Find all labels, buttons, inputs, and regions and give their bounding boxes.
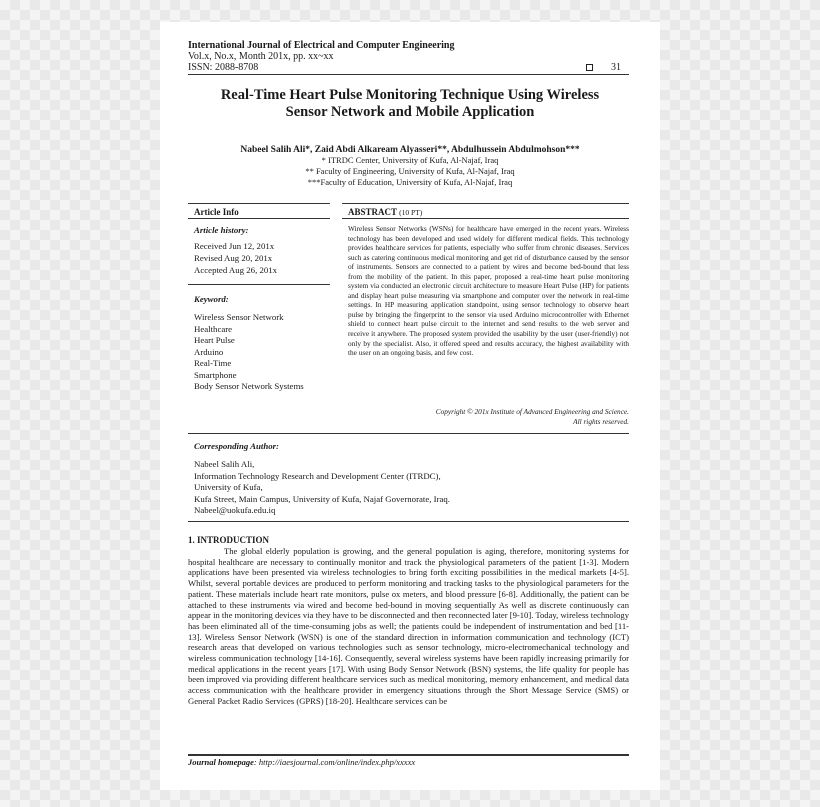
footer-label: Journal homepage [188,757,254,767]
introduction-heading: 1. INTRODUCTION [188,535,270,545]
introduction-body [188,546,629,707]
copyright [348,407,629,426]
journal-name: International Journal of Electrical and Computer Engineering [188,40,455,51]
page-number: 31 [611,62,621,73]
article-info-rule-top [188,203,330,204]
abstract-text: Wireless Sensor Networks (WSNs) for healthcare have emerged in the recent years. Wireless technology has been developed and used widely for different medical fields. This technology provides healthcare services for patients, especially who suffer from chronic diseases. Services such as catering continuous medical monitoring and get rid of disturbance caused by the sensor of instruments. Sensors are connected to a patient by wires and become bed-bound that less from the mobility of the patient. In this paper, proposed a real-time heart pulse monitoring system via conducted an electronic circuit architecture to measure Heart Pulse (HP) for patients and display heart pulse measuring via smartphone and computer over the network in real-time settings. In HP measuring application standpoint, using sensor technology to observe heart pulse by bringing the fingerprint to the sensor via used Arduino microcontroller with Ethernet shield to connect heart pulse circuit to the internet and send results to the web server and receive it anywhere. The proposed system provided the usability by the user (user-friendly) not only by the specialist. Also, it offered speed and results accuracy, the highest availability with the user on an ongoing basis, and few cost. [348,224,629,358]
history-received: Received Jun 12, 201x [194,241,275,251]
corresponding-line: Information Technology Research and Development Center (ITRDC), [194,470,441,481]
page-header-right [586,62,621,73]
keyword-item: Real-Time [194,358,232,368]
authors: Nabeel Salih Ali*, Zaid Abdi Alkaream Alyasseri**, Abdulhussein Abdulmohson*** [240,145,580,155]
corresponding-line: University of Kufa, [194,482,263,492]
footer-rule [188,754,629,756]
article-history-heading: Article history: [194,225,249,235]
abstract-heading: ABSTRACT [348,207,397,217]
corresponding-line: Kufa Street, Main Campus, University of Kufa, Najaf Governorate, Iraq. [194,493,451,504]
keyword-item: Heart Pulse [194,335,235,345]
affiliation-1: * ITRDC Center, University of Kufa, Al-Najaf, Iraq [321,155,499,165]
keyword-heading: Keyword: [194,294,229,304]
footer-url[interactable]: : http://iaesjournal.com/online/index.php/xxxxx [253,757,416,767]
affiliation-3: ***Faculty of Education, University of Kufa, Al-Najaf, Iraq [307,177,513,187]
introduction-paragraph: The global elderly population is growing, and the general population is aging, therefore, monitoring systems for hospital healthcare are necessary to continually monitor and track the physiological parameters of the patient [1-3]. Modern applications have been presented via wireless technologies to bring forth exciting possibilities in the medical markets [4-5]. Whilst, several portable devices are produced to perform monitoring and tracking tasks to the physiological parameters for the patient. These materials include heart rate monitors, pulse ox meters, and blood pressure [6-8]. Additionally, the patient can be attached to these instruments via wired and become bed-bound in moving sequentially As well as discrete continuously can appear in the monitoring devices via they have to be disconnected and then reconnected later [9-10]. Today, wireless technology has been eliminated all of the time-consuming jobs as well; the patients could be independent of instrumentation and bed [11-13]. Wireless Sensor Network (WSN) is one of the standard direction in information communication and technology (ICT) research areas that developed on various technologies such as sensor technology, micro-electromechanical technology and wireless communication technology [14-16]. Consequently, several wireless systems have been rapidly increasing primarily for medical applications in the recent years [17]. With using Body Sensor Network (BSN) systems, the life quality for people has been improved via providing different healthcare services such as medical monitoring, memory enhancement, and medical data access communication with the healthcare provider in emergency situations through the Short Message Service (SMS) or General Packet Radio Services (GPRS) [18-20]. Healthcare services can be [188,546,629,706]
abstract-heading-wrap [348,207,422,217]
abstract-rule [342,218,629,219]
corresponding-rule-bottom [188,521,629,522]
abstract-heading-note: (10 PT) [399,208,423,217]
keyword-item: Body Sensor Network Systems [194,381,304,391]
keyword-item: Healthcare [194,323,233,334]
issn: ISSN: 2088-8708 [188,62,259,73]
abstract-rule-top [342,203,629,204]
keyword-item: Smartphone [194,369,237,380]
paper-title-line-1: Real-Time Heart Pulse Monitoring Technique Using Wireless [220,87,600,103]
copyright-line-1: Copyright © 201x Institute of Advanced Engineering and Science. [435,407,629,416]
corresponding-email: Nabeel@uokufa.edu.iq [194,505,276,515]
journal-homepage [188,757,415,767]
article-info-heading: Article Info [194,207,239,217]
article-info-rule [188,218,330,219]
corresponding-heading: Corresponding Author: [194,441,279,451]
keyword-item: Arduino [194,346,224,357]
history-revised: Revised Aug 20, 201x [194,253,273,263]
corresponding-line: Nabeel Salih Ali, [194,459,255,469]
square-icon [586,64,593,71]
keyword-rule [188,284,330,285]
copyright-line-2: All rights reserved. [573,416,629,426]
paper-title-line-2: Sensor Network and Mobile Application [285,104,535,120]
history-accepted: Accepted Aug 26, 201x [194,265,278,275]
header-rule [188,74,629,75]
volume-info: Vol.x, No.x, Month 201x, pp. xx~xx [188,51,334,62]
corresponding-rule-top [188,433,629,434]
keyword-item: Wireless Sensor Network [194,312,284,322]
affiliation-2: ** Faculty of Engineering, University of Kufa, Al-Najaf, Iraq [305,166,515,176]
